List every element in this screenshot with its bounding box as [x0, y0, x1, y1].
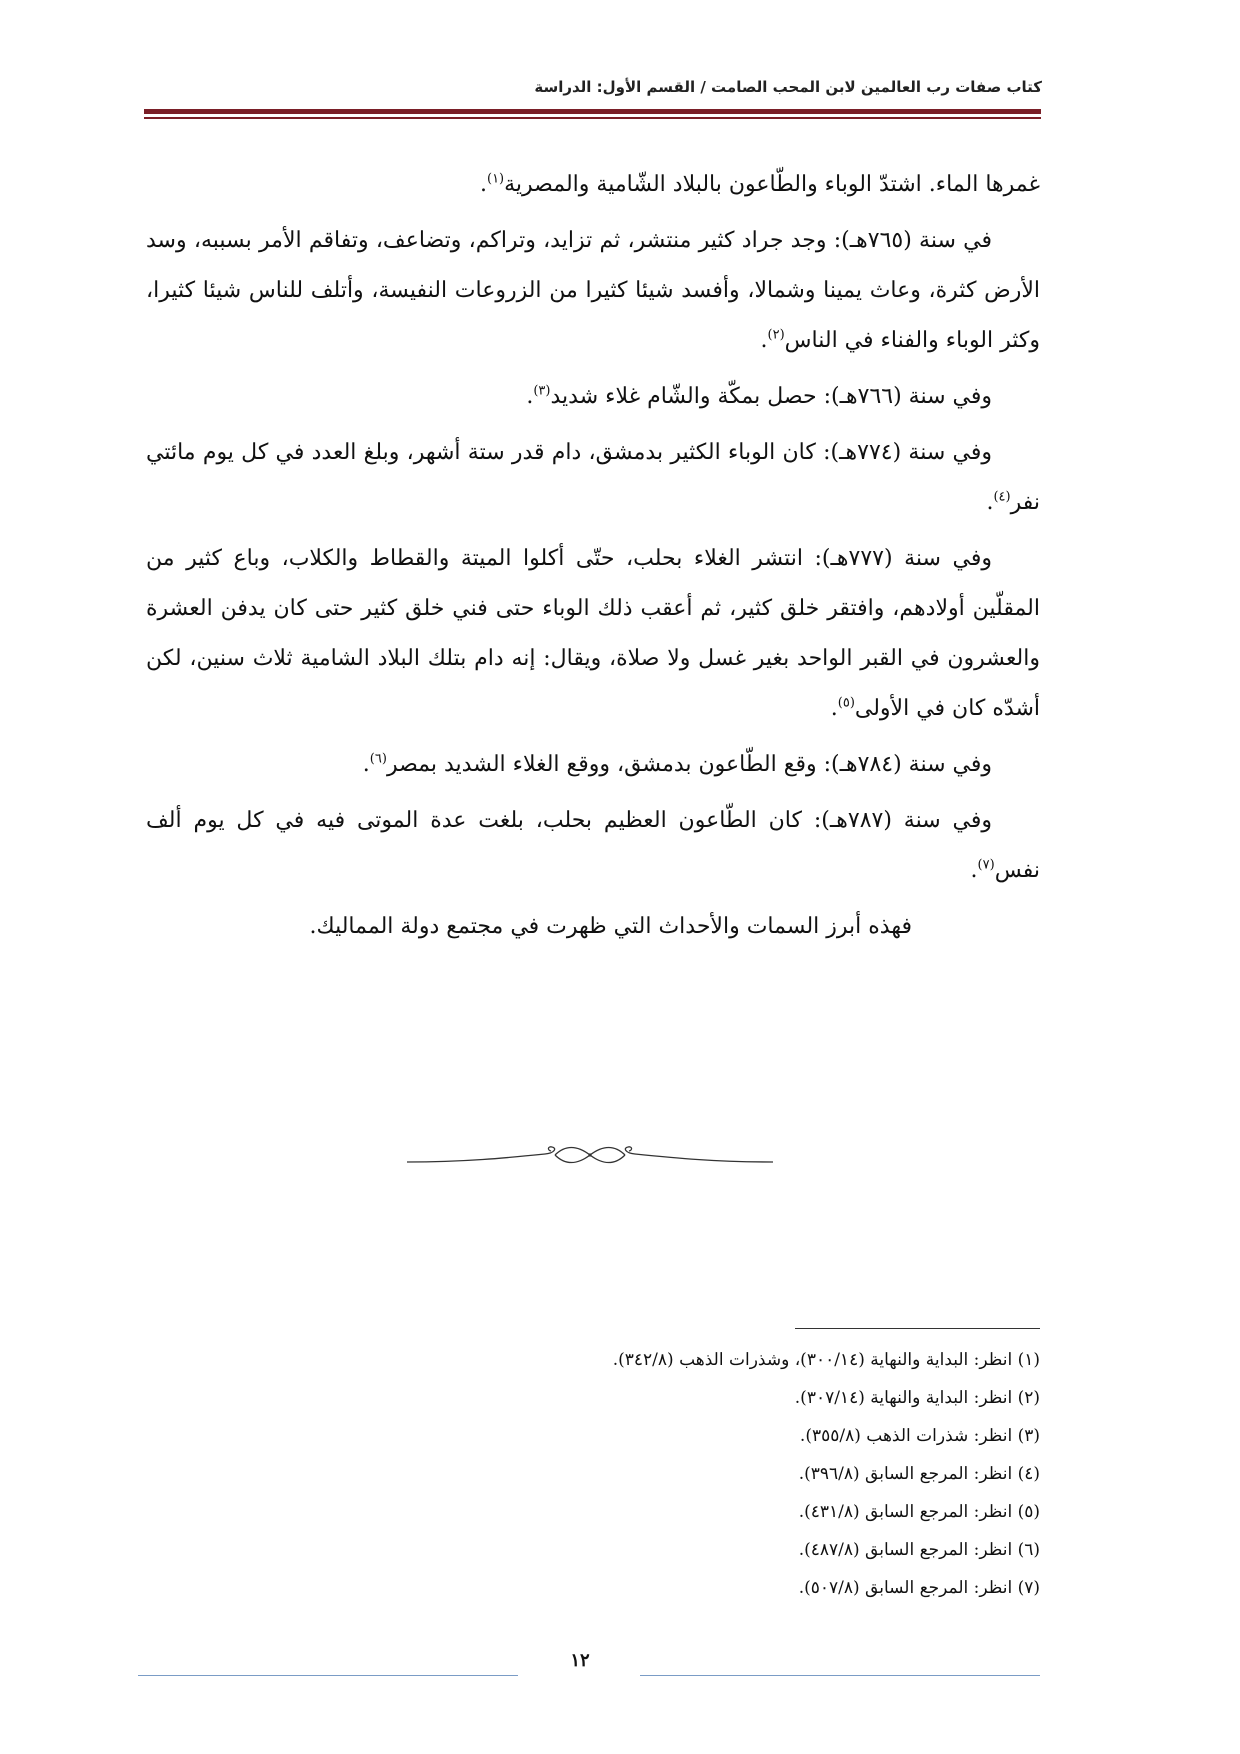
header-rule-thin [144, 117, 1041, 119]
footnotes [140, 1341, 1040, 1607]
footnote-3: (٣) انظر: شذرات الذهب (٣٥٥/٨). [799, 1426, 1040, 1446]
header-rule-thick [144, 109, 1041, 114]
paragraph-text: وفي سنة (٧٦٦هـ): حصل بمكّة والشّام غلاء شديد [550, 384, 992, 409]
footnote-ref[interactable]: (٦) [369, 751, 387, 767]
footnote-6: (٦) انظر: المرجع السابق (٤٨٧/٨). [798, 1540, 1040, 1560]
paragraph-end: . [970, 858, 978, 883]
paragraph-text: وفي سنة (٧٨٤هـ): وقع الطّاعون بدمشق، ووقع الغلاء الشديد بمصر [386, 752, 992, 777]
paragraph-1 [146, 160, 1040, 210]
paragraph-end: . [986, 490, 994, 515]
paragraph-3 [146, 372, 1040, 422]
paragraph-end: . [479, 172, 487, 197]
page-header-title: كتاب صفات رب العالمين لابن المحب الصامت / القسم الأول: الدراسة [534, 78, 1042, 96]
paragraph-end: . [830, 696, 838, 721]
paragraph-text: غمرها الماء. اشتدّ الوباء والطّاعون بالبلاد الشّامية والمصرية [504, 172, 1040, 197]
paragraph-7 [146, 796, 1040, 896]
footnote-2: (٢) انظر: البداية والنهاية (٣٠٧/١٤). [794, 1388, 1040, 1408]
paragraph-6 [146, 740, 1040, 790]
footnote-1: (١) انظر: البداية والنهاية (٣٠٠/١٤)، وشذرات الذهب (٣٤٢/٨). [612, 1350, 1040, 1370]
footer-rule-right [640, 1675, 1040, 1676]
footnote-ref[interactable]: (١) [486, 171, 505, 187]
paragraph-5 [146, 534, 1040, 734]
paragraph-end: . [526, 384, 534, 409]
footnote-ref[interactable]: (٥) [837, 695, 855, 711]
footnote-5: (٥) انظر: المرجع السابق (٤٣١/٨). [798, 1502, 1040, 1522]
body-text [146, 160, 1040, 958]
footnote-ref[interactable]: (٤) [993, 489, 1011, 505]
footnote-ref[interactable]: (٢) [767, 327, 785, 343]
paragraph-end: . [760, 328, 768, 353]
footnote-separator [795, 1328, 1040, 1329]
footnote-7: (٧) انظر: المرجع السابق (٥٠٧/٨). [798, 1578, 1040, 1598]
footnote-ref[interactable]: (٣) [533, 383, 551, 399]
closing-paragraph: فهذه أبرز السمات والأحداث التي ظهرت في مجتمع دولة المماليك. [309, 914, 912, 939]
footnote-4: (٤) انظر: المرجع السابق (٣٩٦/٨). [798, 1464, 1040, 1484]
paragraph-text: وفي سنة (٧٧٧هـ): انتشر الغلاء بحلب، حتّى أكلوا الميتة والقطاط والكلاب، وباع كثير من المقلّين أولادهم، وافتقر خلق كثير، ثم أعقب ذلك الوباء حتى فني خلق كثير حتى كان يدفن العشرة والعشرون في القبر الواحد بغير غسل ولا صلاة، ويقال: إنه دام بتلك البلاد الشامية ثلاث سنين، لكن أشدّه كان في الأولى [146, 546, 1040, 721]
paragraph-4 [146, 428, 1040, 528]
page-number: ١٢ [570, 1650, 590, 1671]
footer-rule-left [138, 1675, 518, 1676]
paragraph-text: وفي سنة (٧٧٤هـ): كان الوباء الكثير بدمشق، دام قدر ستة أشهر، وبلغ العدد في كل يوم مائتي نفر [146, 440, 1040, 515]
paragraph-end: . [362, 752, 370, 777]
paragraph-text: وفي سنة (٧٨٧هـ): كان الطّاعون العظيم بحلب، بلغت عدة الموتى فيه في كل يوم ألف نفس [146, 808, 1040, 883]
footnote-ref[interactable]: (٧) [977, 857, 995, 873]
paragraph-text: في سنة (٧٦٥هـ): وجد جراد كثير منتشر، ثم تزايد، وتراكم، وتضاعف، وتفاقم الأمر بسببه، وسد الأرض كثرة، وعاث يمينا وشمالا، وأفسد شيئا كثيرا من الزروعات النفيسة، وأتلف للناس شيئا كثيرا، وكثر الوباء والفناء في الناس [146, 228, 1040, 353]
paragraph-2 [146, 216, 1040, 366]
section-divider-ornament-icon [405, 1140, 775, 1170]
